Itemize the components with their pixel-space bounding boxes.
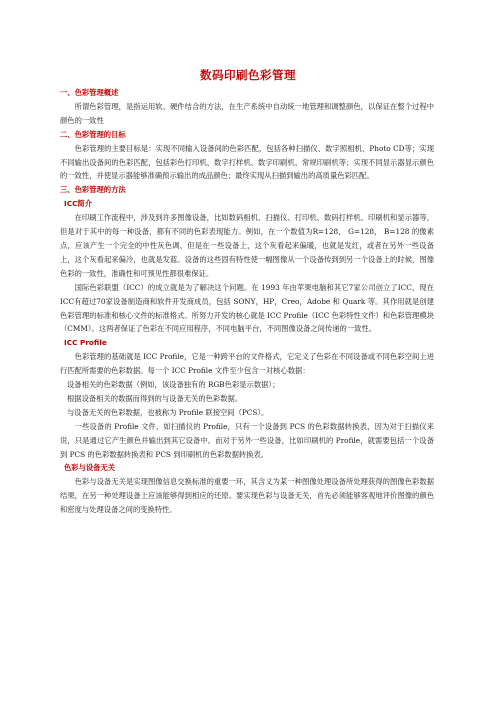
paragraph-icc-profile-2: 一些设备的 Profile 文件，如扫描仪的 Profile，只有一个设备到 PCS 的色彩数据转换表，因为对于扫描仪来说，只是通过它产生颜色并输出到其它设备中。而对于另外一些设备，比如印刷机的 Profile，就需要包括一个设备到 PCS 的色彩数据转换表和 PCS 到印刷机的色彩数据转换表。 bbox=[60, 421, 434, 459]
paragraph-icc-profile-1: 色彩管理的基础就是 ICC Profile，它是一种跨平台的文件格式，它定义了色彩在不同设备或不同色彩空间上进行匹配所需要的色彩数据。每一个 ICC Profile 文件至少包含一对核心数据： bbox=[60, 352, 434, 376]
paragraph-overview: 所谓色彩管理，是指运用软、硬件结合的方法，在生产系统中自动统一地管理和调整颜色，以保证在整个过程中颜色的一致性 bbox=[60, 101, 434, 125]
list-item-profile-2: 根据设备相关的数据而得到的与设备无关的色彩数据。 bbox=[67, 393, 243, 403]
paragraph-goals: 色彩管理的主要目标是：实现不同输入设备间的色彩匹配，包括各种扫描仪、数字照相机、Photo CD等；实现不同输出设备间的色彩匹配，包括彩色打印机、数字打样机、数字印刷机、常规印刷机等；实现不同显示器显示颜色的一致性，并使显示器能够准确预示输出的成品颜色；最终实现从扫描到输出的高质量色彩匹配。 bbox=[60, 143, 434, 181]
section-heading-overview: 一、色彩管理概述 bbox=[60, 88, 119, 97]
subheading-icc-intro: ICC简介 bbox=[64, 199, 93, 209]
list-item-profile-1: 设备相关的色彩数据（例如，该设备独有的 RGB色彩显示数据）； bbox=[67, 380, 280, 390]
paragraph-icc-intro-1: 在印刷工作流程中，涉及到许多图像设备，比如数码相机、扫描仪、打印机、数码打样机、印刷机和显示器等，但是对于其中的每一种设备，都有不同的色彩表现能力。例如，在一个数值为R=128， G=128， B=128 的像素点，应该产生一个完全的中性灰色调，但是在一些设备上，这个灰看起来偏暖，也就是发红，或者在另外一些设备上，这个灰看起来偏冷，也就是发蓝。设备的这些固有特性使一幅图像从一个设备传到到另一个设备上的时候，图像色彩的一致性，准确性和可预见性都很难保证。 bbox=[60, 213, 434, 278]
list-item-profile-3: 与设备无关的色彩数据，也被称为 Profile 联接空间（PCS）。 bbox=[67, 407, 269, 417]
page-title: 数码印刷色彩管理 bbox=[200, 68, 296, 82]
paragraph-device-independence: 色彩与设备无关是实现图像信息交换标准的重要一环，其含义为某一种图像处理设备所处理获得的图像色彩数据结果，在另一种处理设备上应该能够得到相应的还原。要实现色彩与设备无关，首先必须能够客观地评价图像的颜色和密度与处理设备之间的变换特性。 bbox=[60, 477, 434, 515]
subheading-icc-profile: ICC Profile bbox=[64, 338, 107, 348]
document-body bbox=[60, 86, 434, 517]
subheading-device-independence: 色彩与设备无关 bbox=[64, 463, 116, 473]
paragraph-icc-intro-2: 国际色彩联盟（ICC）的成立就是为了解决这个问题。在 1993 年由苹果电脑和其它7家公司创立了ICC，现在ICC有超过70家设备制造商和软件开发商成员，包括 SONY，HP，Creo，Adobe 和 Quark 等。其作用就是创建色彩管理的标准和核心文件的标准格式。所努力开发的核心就是 ICC Profile（ICC 色彩特性文件）和色彩管理模块（CMM）。这两者保证了色彩在不同应用程序，不同电脑平台，不同图像设备之间传递的一致性。 bbox=[60, 282, 434, 334]
section-heading-methods: 三、色彩管理的方法 bbox=[60, 185, 126, 195]
section-heading-goals: 二、色彩管理的目标 bbox=[60, 129, 126, 139]
